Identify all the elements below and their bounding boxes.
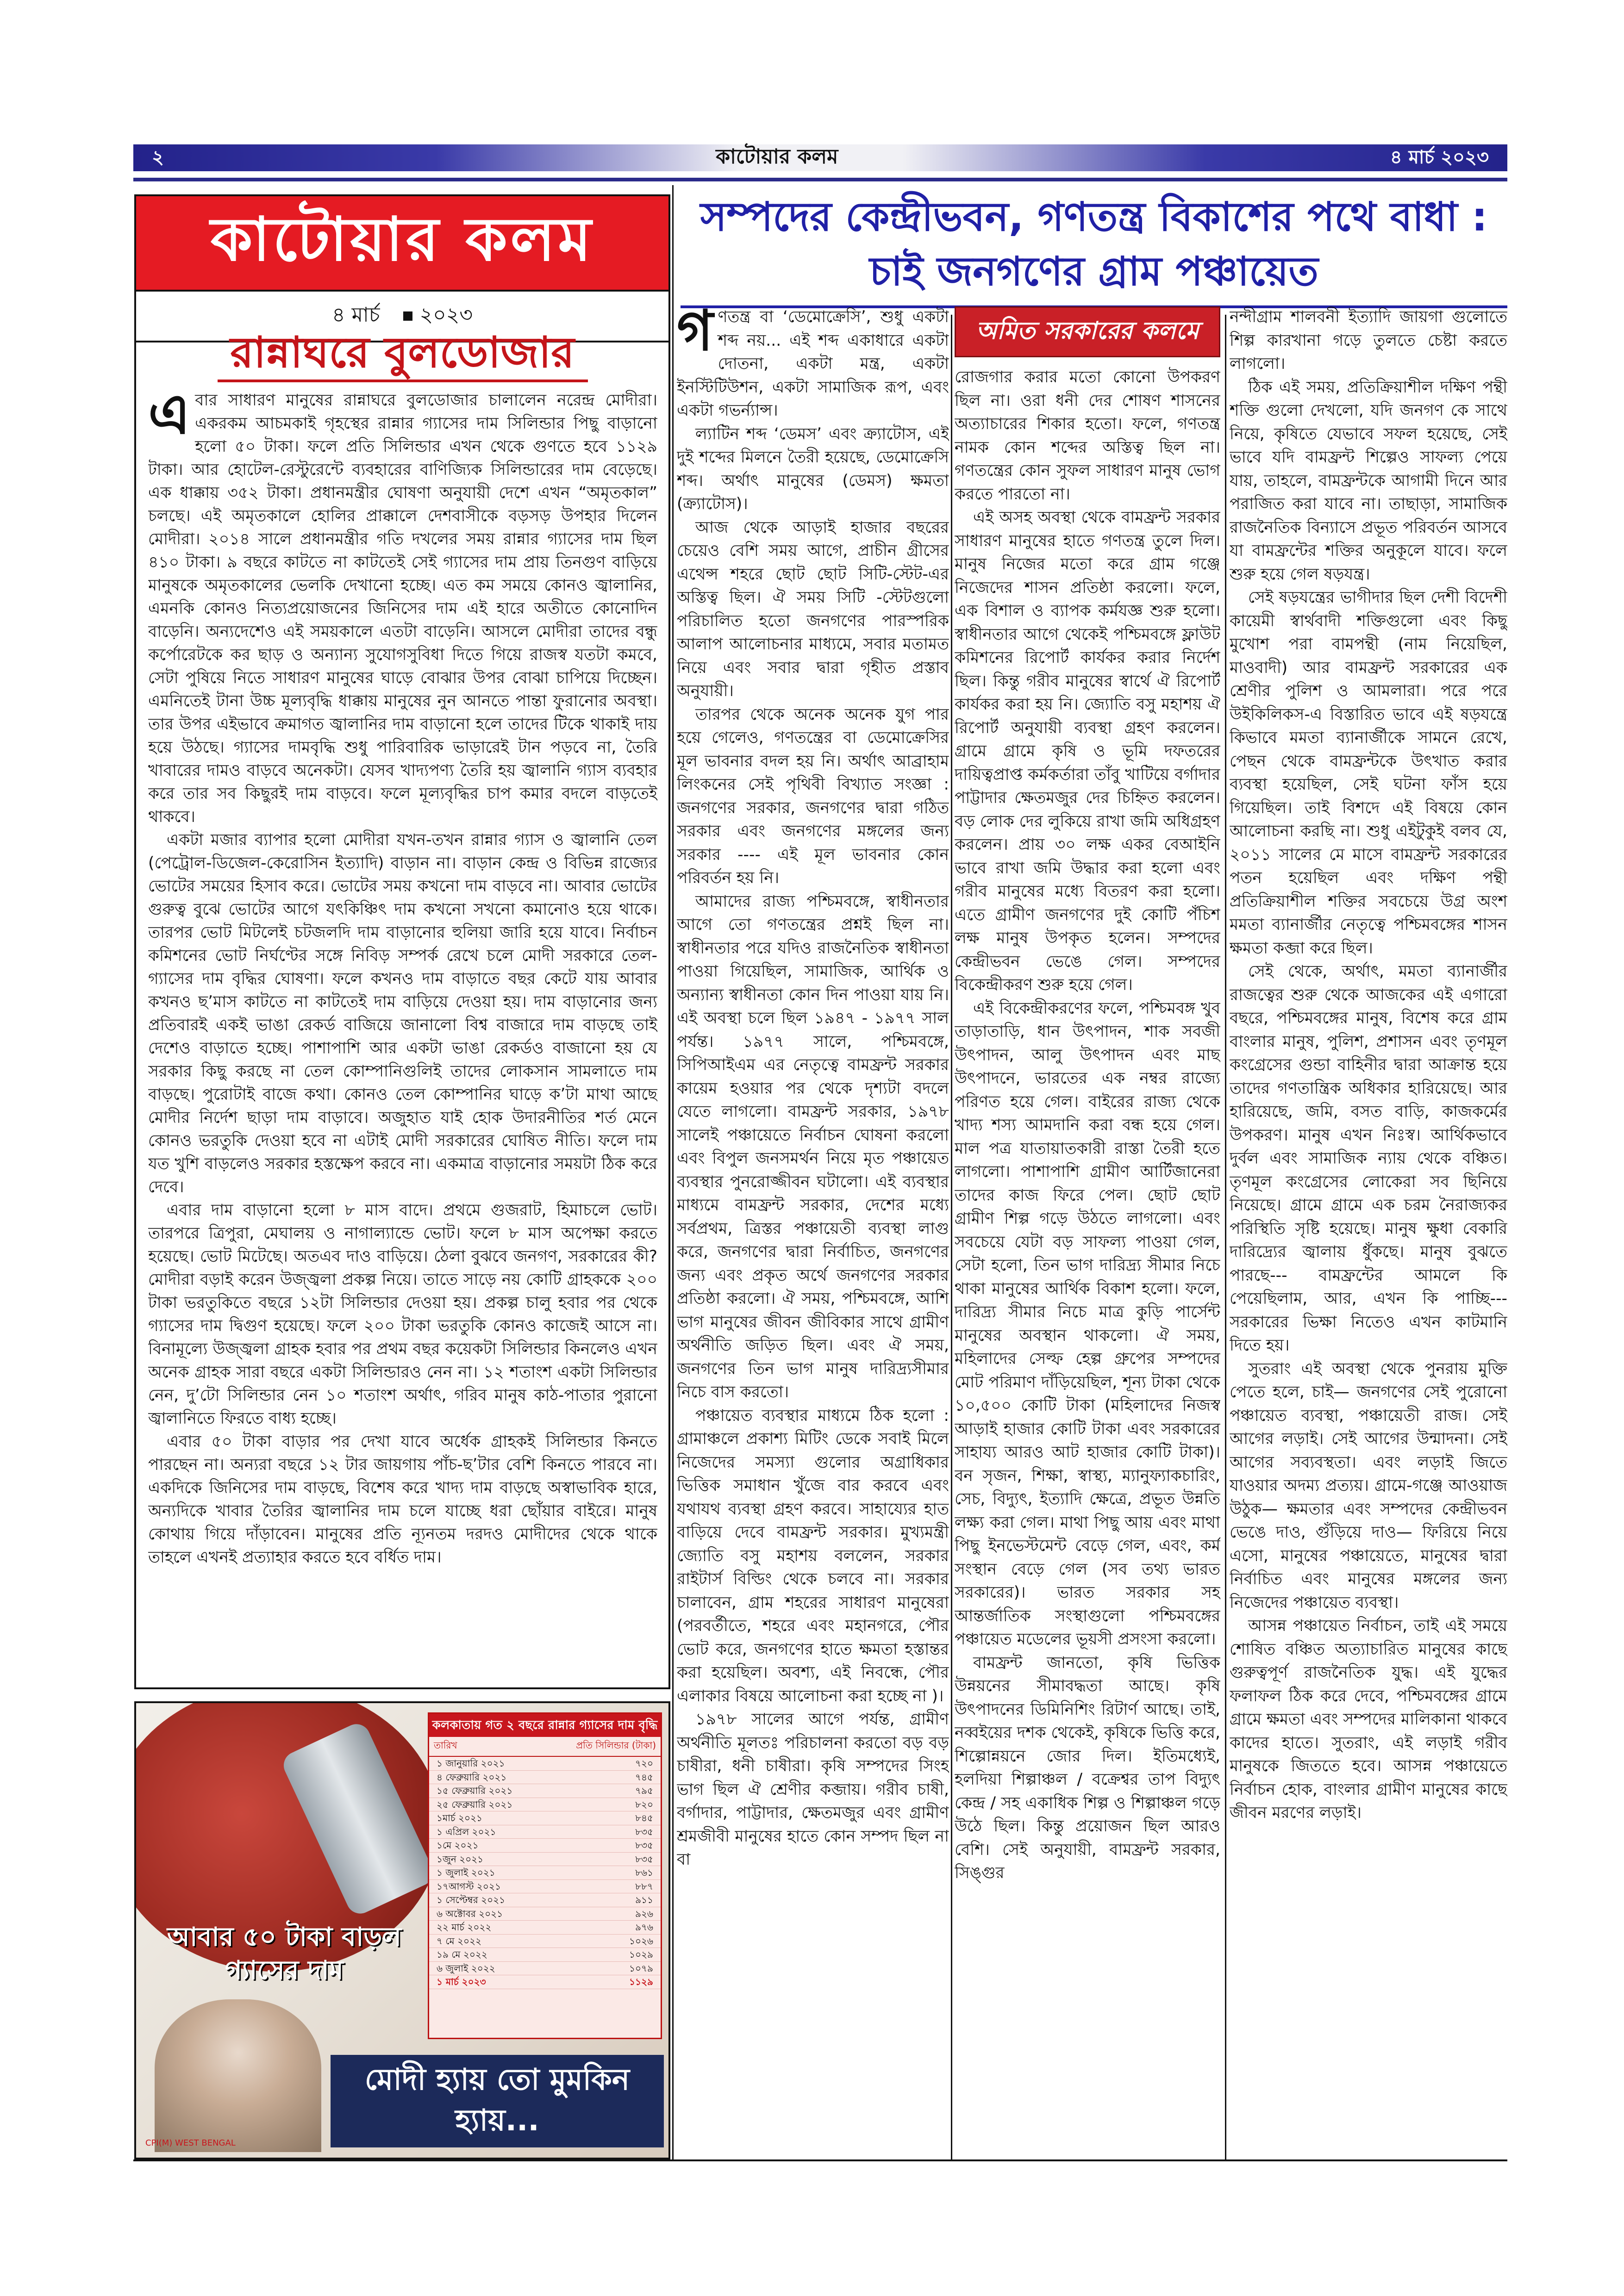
price-table-price: ১০৭৯ xyxy=(629,1962,653,1974)
article-paragraph: সেই থেকে, অর্থাৎ, মমতা ব্যানার্জীর রাজত্বের শুরু থেকে আজকের এই এগারো বছরে, পশ্চিমবঙ্গের মানুষ, বিশেষ করে গ্রাম বাংলার মানুষ, পুলিশ, প্রশাসন এবং তৃণমূল কংগ্রেসের গুন্ডা বাহিনীর দ্বারা আক্রান্ত হয়ে তাদের গণতান্ত্রিক অধিকার হারিয়েছে। আর হারিয়েছে, জমি, বসত বাড়ি, কাজকর্মের উপকরণ। মানুষ এখন নিঃস্ব। আর্থিকভাবে দুর্বল এবং সামাজিক ন্যায় থেকে বঞ্চিত। তৃণমূল কংগ্রেসের লোকেরা সব ছিনিয়ে নিয়েছে। গ্রামে গ্রামে এক চরম নৈরাজ্যকর পরিস্থিতি সৃষ্টি হয়েছে। মানুষ ক্ষুধা বেকারি দারিদ্র্যের জ্বালায় ধুঁকছে। মানুষ বুঝতে পারছে--- বামফ্রন্টের আমলে কি পেয়েছিলাম, আর, এখন কি পাচ্ছি--- সরকারের ভিক্ষা নিতেও এখন কাটমানি দিতে হয়। xyxy=(1230,962,1507,1355)
header-rule xyxy=(133,178,1507,181)
column-divider xyxy=(1225,315,1226,2159)
price-table-date: ১ এপ্রিল ২০২১ xyxy=(437,1826,496,1837)
article-paragraph: আমাদের রাজ্য পশ্চিমবঙ্গে, স্বাধীনতার আগে তো গণতন্ত্রের প্রশ্নই ছিল না। স্বাধীনতার পরে যদিও রাজনৈতিক স্বাধীনতা পাওয়া গিয়েছিল, সামাজিক, আর্থিক ও অন্যান্য স্বাধীনতা কোন দিন পাওয়া যায় নি। এই অবস্থা চলে ছিল ১৯৪৭ - ১৯৭৭ সাল পর্যন্ত। ১৯৭৭ সালে, পশ্চিমবঙ্গে, সিপিআইএম এর নেতৃত্বে বামফ্রন্ট সরকার কায়েম হওয়ার পর থেকে দৃশ্যটা বদলে যেতে লাগলো। বামফ্রন্ট সরকার, ১৯৭৮ সালেই পঞ্চায়েতে নির্বাচন ঘোষনা করলো এবং বিপুল জনসমর্থন নিয়ে মৃত পঞ্চায়েত ব্যবস্থার পুনরোজ্জীবন ঘটালো। এই ব্যবস্থার মাধ্যমে বামফ্রন্ট সরকার, দেশের মধ্যে সর্বপ্রথম, ত্রিস্তর পঞ্চায়েতী ব্যবস্থা লাগু করে, জনগণের দ্বারা নির্বাচিত, জনগণের জন্য এবং প্রকৃত অর্থে জনগণের সরকার প্রতিষ্ঠা করলো। ঐ সময়, পশ্চিমবঙ্গে, আশি ভাগ মানুষের জীবন জীবিকার সাথে গ্রামীণ অর্থনীতি জড়িত ছিল। এবং ঐ সময়, জনগণের তিন ভাগ মানুষ দারিদ্র্যসীমার নিচে বাস করতো। xyxy=(677,892,949,1401)
price-table-price: ৮৩৫ xyxy=(635,1826,653,1837)
price-table-price: ১০২৬ xyxy=(629,1935,653,1947)
article-paragraph: গণতন্ত্র বা ‘ডেমোক্রেসি’, শুধু একটা শব্দ নয়... এই শব্দ একাধারে একটা দোতনা, একটা মন্ত্র, একটা ইনস্টিটিউশন, একটা সামাজিক রূপ, এবং একটা গভর্ন্যান্স। xyxy=(677,305,949,420)
article-paragraph: তারপর থেকে অনেক অনেক যুগ পার হয়ে গেলেও, গণতন্ত্রের বা ডেমোক্রেসির মূল ভাবনার বদল হয় নি। অর্থাৎ আব্রাহাম লিংকনের সেই পৃথিবী বিখ্যাত সংজ্ঞা : জনগণের সরকার, জনগণের দ্বারা গঠিত সরকার এবং জনগণের মঙ্গলের জন্য সরকার ---- এই মূল ভাবনার কোন পরিবর্তন হয় নি। xyxy=(677,705,949,887)
price-table-date: ৭ মে ২০২২ xyxy=(437,1935,481,1947)
article-paragraph: ১৯৭৮ সালের আগে পর্যন্ত, গ্রামীণ অর্থনীতি মূলতঃ পরিচালনা করতো বড় বড় চাষীরা, ধনী চাষীরা। কৃষি সম্পদের সিংহ ভাগ ছিল ঐ শ্রেণীর কব্জায়। গরীব চাষী, বর্গাদার, পাট্টাদার, ক্ষেতমজুর এবং গ্রামীণ শ্রমজীবী মানুষের হাতে কোন সম্পদ ছিল না বা xyxy=(677,1710,949,1869)
price-table-date: ৬ অক্টোবর ২০২১ xyxy=(437,1908,503,1919)
price-table-date: ৪ ফেব্রুয়ারি ২০২১ xyxy=(437,1771,507,1783)
editorial-title-underline xyxy=(218,380,588,382)
article-paragraph: বামফ্রন্ট জানতো, কৃষি ভিত্তিক উন্নয়নের সীমাবদ্ধতা আছে। কৃষি উৎপাদনের ডিমিনিশিং রিটার্ণ আছে। তাই, নব্বইয়ের দশক থেকেই, কৃষিকে ভিত্তি করে, শিল্পোন্নয়নে জোর দিল। ইতিমধ্যেই, হলদিয়া শিল্পাঞ্চল / বক্রেশ্বর তাপ বিদ্যুৎ কেন্দ্র / সহ একাধিক শিল্প ও শিল্পাঞ্চল গড়ে উঠে ছিল। কিন্তু প্রয়োজন ছিল আরও বেশি। সেই অনুযায়ী, বামফ্রন্ট সরকার, সিঙ্গুর xyxy=(955,1653,1220,1882)
price-table-price: ৭৪৫ xyxy=(635,1771,653,1783)
price-table-row xyxy=(429,1935,661,1948)
price-table-price: ১১২৯ xyxy=(629,1976,653,1987)
article-paragraph: আসন্ন পঞ্চায়েত নির্বাচন, তাই এই সময়ে শোষিত বঞ্চিত অত্যাচারিত মানুষের কাছে গুরুত্বপূর্ণ রাজনৈতিক যুদ্ধ। এই যুদ্ধের ফলাফল ঠিক করে দেবে, পশ্চিমবঙ্গের গ্রামে গ্রামে ক্ষমতা এবং সম্পদের মালিকানা থাকবে কাদের হাতে। সুতরাং, এই লড়াই গরীব মানুষকে জিততে হবে। আসন্ন পঞ্চায়েতে নির্বাচন হোক, বাংলার গ্রামীণ মানুষের কাছে জীবন মরণের লড়াই। xyxy=(1230,1617,1507,1822)
article-headline-line1: সম্পদের কেন্দ্রীভবন, গণতন্ত্র বিকাশের পথে বাধা : xyxy=(700,194,1488,240)
editorial-paragraph: এবার দাম বাড়ানো হলো ৮ মাস বাদে। প্রথমে গুজরাট, হিমাচলে ভোট। তারপরে ত্রিপুরা, মেঘালয় ও নাগাল্যান্ডে ভোট। ফলে ৮ মাস অপেক্ষা করতে হয়েছে। ভোট মিটেছে। অতএব দাও বাড়িয়ে। ঠেলা বুঝবে জনগণ, সরকারের কী? মোদীরা বড়াই করেন উজ্জ্বলা প্রকল্প নিয়ে। তাতে সাড়ে নয় কোটি গ্রাহককে ২০০ টাকা ভরতুকিতে বছরে ১২টা সিলিন্ডার দেওয়া হয়। প্রকল্প চালু হবার পর থেকে গ্যাসের দাম দ্বিগুণ হয়েছে। ফলে ২০০ টাকা ভরতুকি কোনও কাজেই আসে না। বিনামূল্যে উজ্জ্বলা গ্রাহক হবার পর প্রথম বছর কয়েকটা সিলিন্ডার কিনলেও এখন অনেক গ্রাহক সারা বছরে একটা সিলিন্ডারও নেন না। ১২ শতাংশ একটা সিলিন্ডার নেন, দু’টো সিলিন্ডার নেন ১০ শতাংশ অর্থাৎ, গরিব মানুষ কাঠ-পাতার পুরানো জ্বালানিতে ফিরতে বাধ্য হচ্ছে। xyxy=(148,1201,657,1428)
price-table-row xyxy=(429,1771,661,1785)
article-paragraph: ল্যাটিন শব্দ ‘ডেমস’ এবং ক্র্যাটোস, এই দুই শব্দের মিলনে তৈরী হয়েছে, ডেমোক্রেসি শব্দ। অর্থাৎ মানুষের (ডেমস) ক্ষমতা (ক্র্যাটোস)। xyxy=(677,424,949,513)
price-table-row xyxy=(429,1757,661,1771)
price-table-header xyxy=(429,1737,661,1757)
price-table-price: ৮৩৫ xyxy=(635,1853,653,1865)
price-table-date: ১৫ ফেব্রুয়ারি ২০২১ xyxy=(437,1785,513,1796)
slogan-banner: মোদী হ্যায় তো মুমকিন হ্যায়... xyxy=(331,2055,664,2147)
price-table-price: ৮৮৭ xyxy=(635,1880,653,1892)
article-column-1 xyxy=(677,305,949,2157)
article-dropcap: গ xyxy=(677,305,713,363)
article-paragraph: আজ থেকে আড়াই হাজার বছরের চেয়েও বেশি সময় আগে, প্রাচীন গ্রীসের এথেন্স শহরে ছোট ছোট সিটি-স্টেট-এর অস্তিত্ব ছিল। ঐ সময় সিটি -স্টেটগুলো পরিচালিত হতো জনগণের পারস্পরিক আলাপ আলোচনার মাধ্যমে, সবার মতামত নিয়ে এবং সবার দ্বারা গৃহীত প্রস্তাব অনুযায়ী। xyxy=(677,518,949,700)
price-table-row xyxy=(429,1880,661,1894)
article-headline xyxy=(681,190,1507,299)
price-table-date: ১ জানুয়ারি ২০২১ xyxy=(437,1758,505,1769)
article-column-3 xyxy=(1230,305,1507,2157)
price-table-price: ৯১১ xyxy=(635,1894,653,1905)
price-table-row xyxy=(429,1921,661,1935)
price-table-date: ১৯ মে ২০২২ xyxy=(437,1949,487,1960)
article-paragraph: সেই ষড়যন্ত্রের ভাগীদার ছিল দেশী বিদেশী কায়েমী স্বার্থবাদী শক্তিগুলো এবং কিছু মুখোশ পরা বামপন্থী (নাম নিয়েছিল, মাওবাদী) আর বামফ্রন্ট সরকারের এক শ্রেণীর পুলিশ ও আমলারা। পরে পরে উইকিলিকস-এ বিস্তারিত ভাবে এই ষড়যন্ত্রে কিভাবে মমতা ব্যানার্জীকে সামনে রেখে, পেছন থেকে বামফ্রন্টকে উৎখাত করার ব্যবস্থা হয়েছিল, সেই ঘটনা ফাঁস হয়ে গিয়েছিল। তাই বিশদে এই বিষয়ে কোন আলোচনা করছি না। শুধু এইটুকুই বলব যে, ২০১১ সালের মে মাসে বামফ্রন্ট সরকারের পতন হয়েছিল এবং দক্ষিণ পন্থী প্রতিক্রিয়াশীল শক্তির সবচেয়ে উগ্র অংশ মমতা ব্যানার্জীর নেতৃত্বে পশ্চিমবঙ্গের শাসন ক্ষমতা কব্জা করে ছিল। xyxy=(1230,588,1507,958)
price-table-date: ১মে ২০২১ xyxy=(437,1840,479,1851)
masthead-date-day: ৪ মার্চ xyxy=(332,303,380,327)
price-table-row xyxy=(429,1811,661,1825)
price-hike-banner: আবার ৫০ টাকা বাড়ল গ্যাসের দাম xyxy=(167,1922,402,1985)
author-byline-badge: অমিত সরকারের কলমে xyxy=(955,306,1220,357)
article-paragraph: পঞ্চায়েত ব্যবস্থার মাধ্যমে ঠিক হলো : গ্রামাঞ্চলে প্রকাশ্য মিটিং ডেকে সবাই মিলে নিজেদের সমস্যা গুলোর অগ্রাধিকার ভিত্তিক সমাধান খুঁজে বার করবে এবং যথাযথ ব্যবস্থা গ্রহণ করবে। সাহায্যের হাত বাড়িয়ে দেবে বামফ্রন্ট সরকার। মুখ্যমন্ত্রী জ্যোতি বসু মহাশয় বললেন, সরকার রাইটার্স বিল্ডিং থেকে চলবে না। সরকার চালাবেন, গ্রাম শহরের সাধারণ মানুষেরা (পরবর্তীতে, শহরে এবং মহানগরে, পৌর ভোট করে, জনগণের হাতে ক্ষমতা হস্তান্তর করা হয়েছিল। অবশ্য, এই নিবন্ধে, পৌর এলাকার বিষয়ে আলোচনা করা হচ্ছে না )। xyxy=(677,1406,949,1705)
price-table-date: ১৭আগস্ট ২০২১ xyxy=(437,1880,501,1892)
price-table-date: ২৫ ফেব্রুয়ারি ২০২১ xyxy=(437,1798,513,1810)
price-table-row xyxy=(429,1825,661,1839)
editorial-paragraph: এবার ৫০ টাকা বাড়ার পর দেখা যাবে অর্ধেক গ্রাহকই সিলিন্ডার কিনতে পারছেন না। অন্যরা বছরে ১২ টার জায়গায় পাঁচ-ছ’টার বেশি কিনতে পারবে না। একদিকে জিনিসের দাম বাড়ছে, বিশেষ করে খাদ্য দাম বাড়ছে অস্বাভাবিক হারে, অন্যদিকে খাবার তৈরির জ্বালানির দাম চলে যাচ্ছে ধরা ছোঁয়ার বাইরে। মানুষ কোথায় গিয়ে দাঁড়াবেন। মানুষের প্রতি ন্যূনতম দরদও মোদীদের থেকে থাকে তাহলে এখনই প্রত্যাহার করতে হবে বর্ধিত দাম। xyxy=(148,1432,657,1567)
price-table-price: ১০২৯ xyxy=(629,1949,653,1960)
price-table-row xyxy=(429,1975,661,1989)
masthead-date-year: ২০২৩ xyxy=(419,303,473,327)
article-paragraph: নন্দীগ্রাম শালবনী ইত্যাদি জায়গা গুলোতে শিল্প কারখানা গড়ে তুলতে চেষ্টা করতে লাগলো। xyxy=(1230,308,1507,373)
price-table-row xyxy=(429,1839,661,1853)
article-column-2 xyxy=(955,366,1220,2157)
gas-price-infographic xyxy=(134,1701,670,2159)
price-table-price: ৮৩৫ xyxy=(635,1840,653,1851)
editorial-dropcap: এ xyxy=(148,389,191,447)
price-table-price: ৭২০ xyxy=(635,1758,653,1769)
page-header-band xyxy=(133,144,1507,171)
price-table-price: ৮৬১ xyxy=(635,1867,653,1878)
party-logo-strip: CPI(M) WEST BENGAL xyxy=(145,2138,236,2148)
article-paragraph: ঠিক এই সময়, প্রতিক্রিয়াশীল দক্ষিণ পন্থী শক্তি গুলো দেখলো, যদি জনগণ কে সাথে নিয়ে, কৃষিতে যেভাবে সফল হয়েছে, সেই ভাবে যদি বামফ্রন্ট শিল্পেও সাফল্য পেয়ে যায়, তাহলে, বামফ্রন্টকে আগামী দিনে আর পরাজিত করা যাবে না। তাছাড়া, সামাজিক রাজনৈতিক বিন্যাসে প্রভূত পরিবর্তন আসবে যা বামফ্রন্টের শক্তির অনুকূলে যাবে। ফলে শুরু হয়ে গেল ষড়যন্ত্র। xyxy=(1230,378,1507,584)
header-date: ৪ মার্চ ২০২৩ xyxy=(1390,146,1489,168)
price-table-date: ১ সেপ্টেম্বর ২০২১ xyxy=(437,1894,506,1905)
price-table-rows xyxy=(429,1757,661,1989)
price-table-date: ২২ মার্চ ২০২২ xyxy=(437,1922,492,1933)
price-table-date: ১ জুলাই ২০২১ xyxy=(437,1867,495,1878)
column-divider xyxy=(672,185,674,2159)
price-table-row xyxy=(429,1948,661,1962)
masthead-title: কাটোয়ার কলম xyxy=(134,194,670,292)
price-table-date: ১ মার্চ ২০২৩ xyxy=(437,1976,486,1987)
price-table-row xyxy=(429,1798,661,1812)
editorial-paragraph: এবার সাধারণ মানুষের রান্নাঘরে বুলডোজার চালালেন নরেন্দ্র মোদীরা। একরকম আচমকাই গৃহস্থের রান্নার গ্যাসের দাম সিলিন্ডার পিছু বাড়ানো হলো ৫০ টাকা। ফলে প্রতি সিলিন্ডার এখন থেকে গুণতে হবে ১১২৯ টাকা। আর হোটেল-রেস্টুরেন্টে ব্যবহারের বাণিজ্যিক সিলিন্ডারের দাম বেড়েছে। এক ধাক্কায় ৩৫২ টাকা। প্রধানমন্ত্রীর ঘোষণা অনুযায়ী দেশে এখন “অমৃতকাল” চলছে। এই অমৃতকালে হোলির প্রাক্কালে দেশবাসীকে বড়সড় উপহার দিলেন মোদীরা। ২০১৪ সালে প্রধানমন্ত্রীর গতি দখলের সময় রান্নার গ্যাসের দাম ছিল ৪১০ টাকা। ৯ বছরে কাটতে না কাটতেই সেই গ্যাসের দাম প্রায় তিনগুণ বাড়িয়ে মানুষকে অমৃতকালের ভেলকি দেখানো হচ্ছে। এত কম সময়ে কোনও জ্বালানির, এমনকি কোনও নিত্যপ্রয়োজনের জিনিসের দাম এই হারে অতীতে কোনোদিন বাড়েনি। অন্যদেশেও এই সময়কালে এতটা বাড়েনি। আসলে মোদীরা তাদের বন্ধু কর্পোরেটকে কর ছাড় ও অন্যান্য সুযোগসুবিধা দিতে গিয়ে রাজস্ব যতটা কমবে, সেটা পুষিয়ে নিতে সাধারণ মানুষের ঘাড়ে বোঝার উপর বোঝা চাপিয়ে দিচ্ছেন। এমনিতেই টানা উচ্চ মূল্যবৃদ্ধি ধাক্কায় মানুষের নুন আনতে পান্তা ফুরানোর অবস্থা। তার উপর এইভাবে ক্রমাগত জ্বালানির দাম বাড়ানো হলে তাদের টিকে থাকাই দায় হয়ে উঠছে। গ্যাসের দামবৃদ্ধি শুধু পারিবারিক ভাড়ারেই টান পড়বে না, তৈরি খাবারের দামও বাড়বে অনেকটা। যেসব খাদ্যপণ্য তৈরি হয় জ্বালানি গ্যাস ব্যবহার করে তার সব কিছুরই দাম বাড়বে। ফলে মূল্যবৃদ্ধির চাপ কমার বদলে বাড়তেই থাকবে। xyxy=(148,389,657,826)
article-paragraph: এই অসহ অবস্থা থেকে বামফ্রন্ট সরকার সাধারণ মানুষের হাতে গণতন্ত্র তুলে দিল। মানুষ নিজের মতো করে গ্রাম গঞ্জে নিজেদের শাসন প্রতিষ্ঠা করলো। ফলে, এক বিশাল ও ব্যাপক কর্মযজ্ঞ শুরু হলো। স্বাধীনতার আগে থেকেই পশ্চিমবঙ্গে ফ্লাউট কমিশনের রিপোর্ট কার্যকর করার নির্দেশ ছিল। কিন্তু গরীব মানুষের স্বার্থে ঐ রিপোর্ট কার্যকর করা হয় নি। জ্যোতি বসু মহাশয় ঐ রিপোর্ট অনুযায়ী ব্যবস্থা গ্রহণ করলেন। গ্রামে গ্রামে কৃষি ও ভূমি দফতরের দায়িত্বপ্রাপ্ত কর্মকর্তারা তাঁবু খাটিয়ে বর্গাদার পাট্টাদার ক্ষেতমজুর দের চিহ্নিত করলেন। বড় লোক দের লুকিয়ে রাখা জমি অধিগ্রহণ করলেন। প্রায় ৩০ লক্ষ একর বেআইনি ভাবে রাখা জমি উদ্ধার করা হলো এবং গরীব মানুষের মধ্যে বিতরণ করা হলো। এতে গ্রামীণ জনগণের দুই কোটি পঁচিশ লক্ষ মানুষ উপকৃত হলেন। সম্পদের কেন্দ্রীভবন ভেঙে গেল। সম্পদের বিকেন্দ্রীকরণ শুরু হয়ে গেল। xyxy=(955,508,1220,994)
price-table-row xyxy=(429,1893,661,1907)
price-table-row xyxy=(429,1853,661,1867)
price-table-date: ৬ জুলাই ২০২২ xyxy=(437,1962,495,1974)
price-table-price: ৮৪৫ xyxy=(635,1812,653,1823)
portrait-photo xyxy=(155,1999,321,2152)
editorial-paragraph: একটা মজার ব্যাপার হলো মোদীরা যখন-তখন রান্নার গ্যাস ও জ্বালানি তেল (পেট্রোল-ডিজেল-কেরোসিন ইত্যাদি) বাড়ান না। বাড়ান কেন্দ্র ও বিভিন্ন রাজ্যের ভোটের সময়ের হিসাব করে। ভোটের সময় কখনো দাম বাড়বে না। আবার ভোটের গুরুত্ব বুঝে ভোটের আগে যৎকিঞ্চিৎ দাম কখনো সখনো কমানোও হয়ে থাকে। তারপর ভোট মিটলেই চটজলদি দাম বাড়ানোর হুলিয়া জারি হয়ে যাবে। নির্বাচন কমিশনের ভোট নির্ঘণ্টের সঙ্গে নিবিড় সম্পর্ক রেখে চলে মোদী সরকারে তেল-গ্যাসের দাম বৃদ্ধির ঘোষণা। ফলে কখনও দাম বাড়াতে বছর কেটে যায় আবার কখনও ছ’মাস কাটতে না কাটতেই দাম বাড়িয়ে দেওয়া হয়। দাম বাড়ানোর জন্য প্রতিবারই একই ভাঙা রেকর্ড বাজিয়ে জানালো বিশ্ব বাজারে দাম বাড়ছে তাই দেশেও বাড়াতে হচ্ছে। পাশাপাশি আর একটা ভাঙা রেকর্ডও বাজানো হয় যে সরকার কিছু করছে না তেল কোম্পানিগুলিই তাদের লোকসান সামলাতে দাম বাড়ছে। পুরোটাই বাজে কথা। কোনও তেল কোম্পানির ঘাড়ে ক’টা মাথা আছে মোদীর নির্দেশ ছাড়া দাম বাড়াবে। অজুহাত যাই হোক উদারনীতির শর্ত মেনে কোনও ভরতুকি দেওয়া হবে না এটাই মোদী সরকারের ঘোষিত নীতি। ফলে দাম যত খুশি বাড়লেও সরকার হস্তক্ষেপ করবে না। একমাত্র বাড়ানোর সময়টা ঠিক করে দেবে। xyxy=(148,831,657,1196)
article-paragraph: রোজগার করার মতো কোনো উপকরণ ছিল না। ওরা ধনী দের শোষণ শাসনের অত্যাচারের শিকার হতো। ফলে, গণতন্ত্র নামক কোন শব্দের অস্তিত্ব ছিল না। গণতন্ত্রের কোন সুফল সাধারণ মানুষ ভোগ করতে পারতো না। xyxy=(955,368,1220,504)
price-table-price: ৯৭৬ xyxy=(635,1922,653,1933)
column-divider xyxy=(951,315,952,2159)
price-table-row xyxy=(429,1784,661,1798)
editorial-title: রান্নাঘরে বুলডোজার xyxy=(230,328,575,377)
editorial-body xyxy=(148,389,657,1675)
price-table-date: ১মার্চ ২০২১ xyxy=(437,1812,483,1823)
price-table-col-price: প্রতি সিলিন্ডার (টাকা) xyxy=(576,1740,656,1751)
price-table xyxy=(428,1712,662,2039)
price-table-row xyxy=(429,1866,661,1880)
price-table-row xyxy=(429,1907,661,1921)
price-table-price: ৭৯৫ xyxy=(635,1785,653,1796)
price-table-date: ১জুন ২০২১ xyxy=(437,1853,484,1865)
article-headline-line2: চাই জনগণের গ্রাম পঞ্চায়েত xyxy=(869,249,1318,295)
article-paragraph: সুতরাং এই অবস্থা থেকে পুনরায় মুক্তি পেতে হলে, চাই— জনগণের সেই পুরোনো পঞ্চায়েত ব্যবস্থা, পঞ্চায়েতী রাজ। সেই আগের লড়াই। সেই আগের উন্মাদনা। সেই আগের সব্যবস্থতা। এবং লড়াই জিতে যাওয়ার অদম্য প্রত্যয়। গ্রামে-গঞ্জে আওয়াজ উঠুক— ক্ষমতার এবং সম্পদের কেন্দ্রীভবন ভেঙে দাও, গুঁড়িয়ে দাও— ফিরিয়ে নিয়ে এসো, মানুষের পঞ্চায়েতে, মানুষের দ্বারা নির্বাচিত এবং মানুষের মঙ্গলের জন্য নিজেদের পঞ্চায়েত ব্যবস্থা। xyxy=(1230,1359,1507,1612)
header-paper-name: কাটোয়ার কলম xyxy=(716,144,838,168)
footer-rule xyxy=(133,2159,1507,2161)
price-table-col-date: তারিখ xyxy=(434,1740,457,1751)
price-table-price: ৮২০ xyxy=(635,1798,653,1810)
price-table-price: ৯২৬ xyxy=(635,1908,653,1919)
page-number: ২ xyxy=(152,146,164,168)
price-table-row xyxy=(429,1962,661,1976)
article-paragraph: এই বিকেন্দ্রীকরণের ফলে, পশ্চিমবঙ্গ খুব তাড়াতাড়ি, ধান উৎপাদন, শাক সবজী উৎপাদন, আলু উৎপাদন এবং মাছ উৎপাদনে, ভারতের এক নম্বর রাজ্যে পরিণত হয়ে গেল। বাইরের রাজ্য থেকে খাদ্য শস্য আমদানি করা বন্ধ হয়ে গেল। মাল পত্র যাতায়াতকারী রাস্তা তৈরী হতে লাগলো। পাশাপাশি গ্রামীণ আর্টিজানেরা তাদের কাজ ফিরে পেল। ছোট ছোট গ্রামীণ শিল্প গড়ে উঠতে লাগলো। এবং সবচেয়ে যেটা বড় সাফল্য পাওয়া গেল, সেটা হলো, তিন ভাগ দারিদ্র্য সীমার নিচে থাকা মানুষের আর্থিক বিকাশ হলো। ফলে, দারিদ্র্য সীমার নিচে মাত্র কুড়ি পার্সেন্ট মানুষের অবস্থান থাকলো। ঐ সময়, মহিলাদের সেল্ফ হেল্প গ্রুপের সম্পদের মোট পরিমাণ দাঁড়িয়েছিল, শূন্য টাকা থেকে ১০,৫০০ কোটি টাকা (মহিলাদের নিজস্ব আড়াই হাজার কোটি টাকা এবং সরকারের সাহায্য আরও আট হাজার কোটি টাকা)। বন সৃজন, শিক্ষা, স্বাস্থ্য, ম্যানুফ্যাকচারিং, সেচ, বিদ্যুৎ, ইত্যাদি ক্ষেত্রে, প্রভূত উন্নতি লক্ষ্য করা গেল। মাথা পিছু আয় এবং মাথা পিছু ইনভেস্টমেন্ট বেড়ে গেল, এবং, কর্ম সংস্থান বেড়ে গেল (সব তথ্য ভারত সরকারের)। ভারত সরকার সহ আন্তর্জাতিক সংস্থাগুলো পশ্চিমবঙ্গের পঞ্চায়েত মডেলের ভূয়সী প্রসংসা করলো। xyxy=(955,999,1220,1649)
price-table-title: কলকাতায় গত ২ বছরে রান্নার গ্যাসের দাম বৃদ্ধি xyxy=(429,1714,661,1737)
